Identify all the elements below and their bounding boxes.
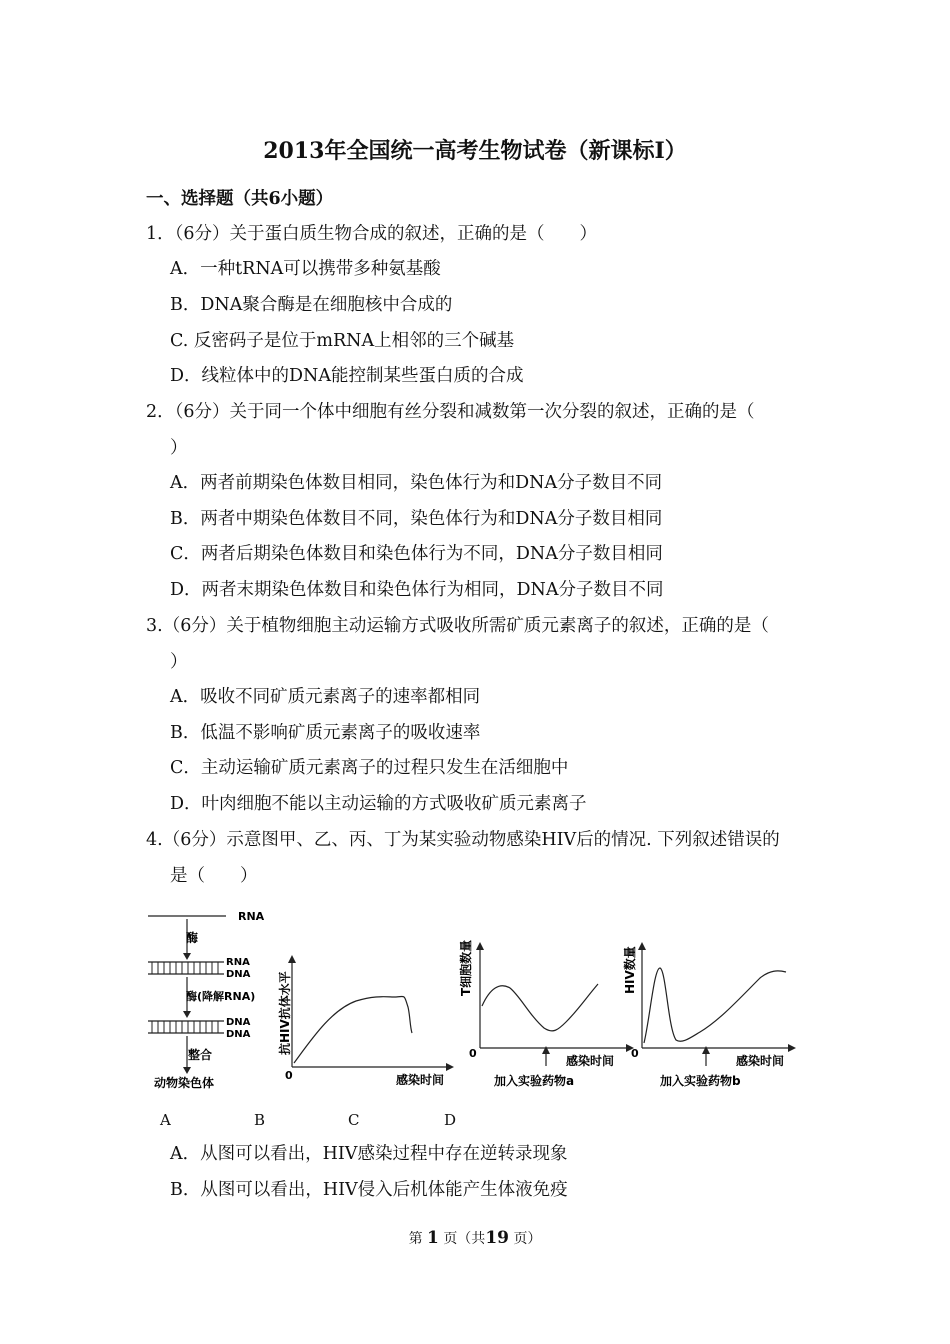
- footer-total-pages: 19: [485, 1228, 509, 1248]
- drug-a-label: 加入实验药物a: [494, 1074, 575, 1088]
- page-footer: [0, 1228, 950, 1249]
- label-rna-2: RNA: [226, 957, 250, 968]
- x-axis-label: 感染时间: [736, 1054, 785, 1068]
- figure-panel-a-diagram: [146, 905, 276, 1090]
- x-axis-arrow: [788, 1044, 796, 1052]
- rna-dna-hybrid: [148, 962, 224, 974]
- label-enzyme-1: 酶: [186, 931, 199, 945]
- y-axis-arrow: [288, 955, 296, 963]
- q1-option-c: C. 反密码子是位于mRNA上相邻的三个碱基: [170, 331, 515, 351]
- q4-stem-line1: 4.（6分）示意图甲、乙、丙、丁为某实验动物感染HIV后的情况. 下列叙述错误的: [146, 830, 780, 850]
- label-integrate: 整合: [188, 1048, 213, 1062]
- origin-label: 0: [285, 1069, 293, 1082]
- arrow-2-head: [183, 1011, 191, 1018]
- q2-option-c: C．两者后期染色体数目和染色体行为不同，DNA分子数目相同: [170, 544, 663, 564]
- panel-label-c: C: [348, 1111, 360, 1129]
- q1-option-a: A．一种tRNA可以携带多种氨基酸: [170, 259, 441, 279]
- y-axis-arrow: [476, 942, 484, 950]
- figure-panel-b-chart: [276, 955, 456, 1090]
- q1-option-b: B．DNA聚合酶是在细胞核中合成的: [170, 295, 453, 315]
- label-dna-3: DNA: [226, 1029, 251, 1040]
- hiv-curve: [644, 968, 786, 1043]
- origin-label: 0: [631, 1047, 639, 1060]
- q4-stem-line2: 是（ ）: [170, 866, 258, 886]
- drug-b-arrow-head: [702, 1046, 710, 1054]
- arrow-3-head: [183, 1067, 191, 1074]
- panel-label-a: A: [160, 1111, 171, 1129]
- x-axis-arrow: [446, 1063, 454, 1071]
- label-chromosome: 动物染色体: [154, 1076, 215, 1090]
- panel-label-d: D: [444, 1111, 457, 1129]
- q3-stem-line1: 3.（6分）关于植物细胞主动运输方式吸收所需矿质元素离子的叙述，正确的是（: [146, 616, 769, 636]
- label-dna-1: DNA: [226, 969, 251, 980]
- q1-option-d: D．线粒体中的DNA能控制某些蛋白质的合成: [170, 366, 524, 386]
- footer-mid: 页（共: [443, 1231, 486, 1247]
- y-axis-label: T细胞数量: [459, 939, 473, 996]
- q2-option-d: D．两者末期染色体数目和染色体行为相同，DNA分子数目不同: [170, 580, 664, 600]
- q3-option-d: D．叶肉细胞不能以主动运输的方式吸收矿质元素离子: [170, 794, 587, 814]
- label-rna: RNA: [238, 910, 265, 923]
- label-enzyme-2: 酶(降解RNA): [186, 990, 256, 1003]
- footer-pre: 第: [408, 1231, 423, 1247]
- q2-stem-line1: 2．（6分）关于同一个体中细胞有丝分裂和减数第一次分裂的叙述，正确的是（: [146, 402, 755, 422]
- q3-option-a: A．吸收不同矿质元素离子的速率都相同: [170, 687, 481, 707]
- figure-panel-d-chart: [620, 938, 800, 1088]
- y-axis-label: 抗HIV抗体水平: [278, 971, 292, 1055]
- q2-option-a: A．两者前期染色体数目相同，染色体行为和DNA分子数目不同: [170, 473, 663, 493]
- drug-b-label: 加入实验药物b: [660, 1074, 741, 1088]
- q2-stem-line2: ）: [170, 438, 188, 458]
- y-axis-label: HIV数量: [623, 946, 637, 994]
- y-axis-arrow: [638, 942, 646, 950]
- x-axis-label: 感染时间: [396, 1073, 445, 1087]
- arrow-1-head: [183, 953, 191, 960]
- origin-label: 0: [469, 1047, 477, 1060]
- q1-stem: 1．（6分）关于蛋白质生物合成的叙述，正确的是（ ）: [146, 224, 598, 244]
- q4-option-b: B．从图可以看出，HIV侵入后机体能产生体液免疫: [170, 1180, 568, 1200]
- footer-page-number: 1: [427, 1228, 439, 1248]
- section-heading: 一、选择题（共6小题）: [146, 189, 334, 209]
- label-dna-2: DNA: [226, 1017, 251, 1028]
- q2-option-b: B．两者中期染色体数目不同，染色体行为和DNA分子数目相同: [170, 509, 663, 529]
- drug-a-arrow-head: [542, 1046, 550, 1054]
- x-axis-label: 感染时间: [566, 1054, 615, 1068]
- panel-label-b: B: [254, 1111, 266, 1129]
- figure-panel-c-chart: [458, 938, 638, 1088]
- footer-post: 页）: [513, 1231, 542, 1247]
- page-title: 2013年全国统一高考生物试卷（新课标Ⅰ）: [263, 138, 687, 164]
- q3-option-c: C．主动运输矿质元素离子的过程只发生在活细胞中: [170, 758, 569, 778]
- dna-double-strand: [148, 1021, 224, 1033]
- antibody-curve: [294, 996, 412, 1063]
- q4-option-a: A．从图可以看出，HIV感染过程中存在逆转录现象: [170, 1144, 568, 1164]
- q3-stem-line2: ）: [170, 652, 188, 672]
- q3-option-b: B．低温不影响矿质元素离子的吸收速率: [170, 723, 481, 743]
- t-cell-curve: [482, 984, 598, 1031]
